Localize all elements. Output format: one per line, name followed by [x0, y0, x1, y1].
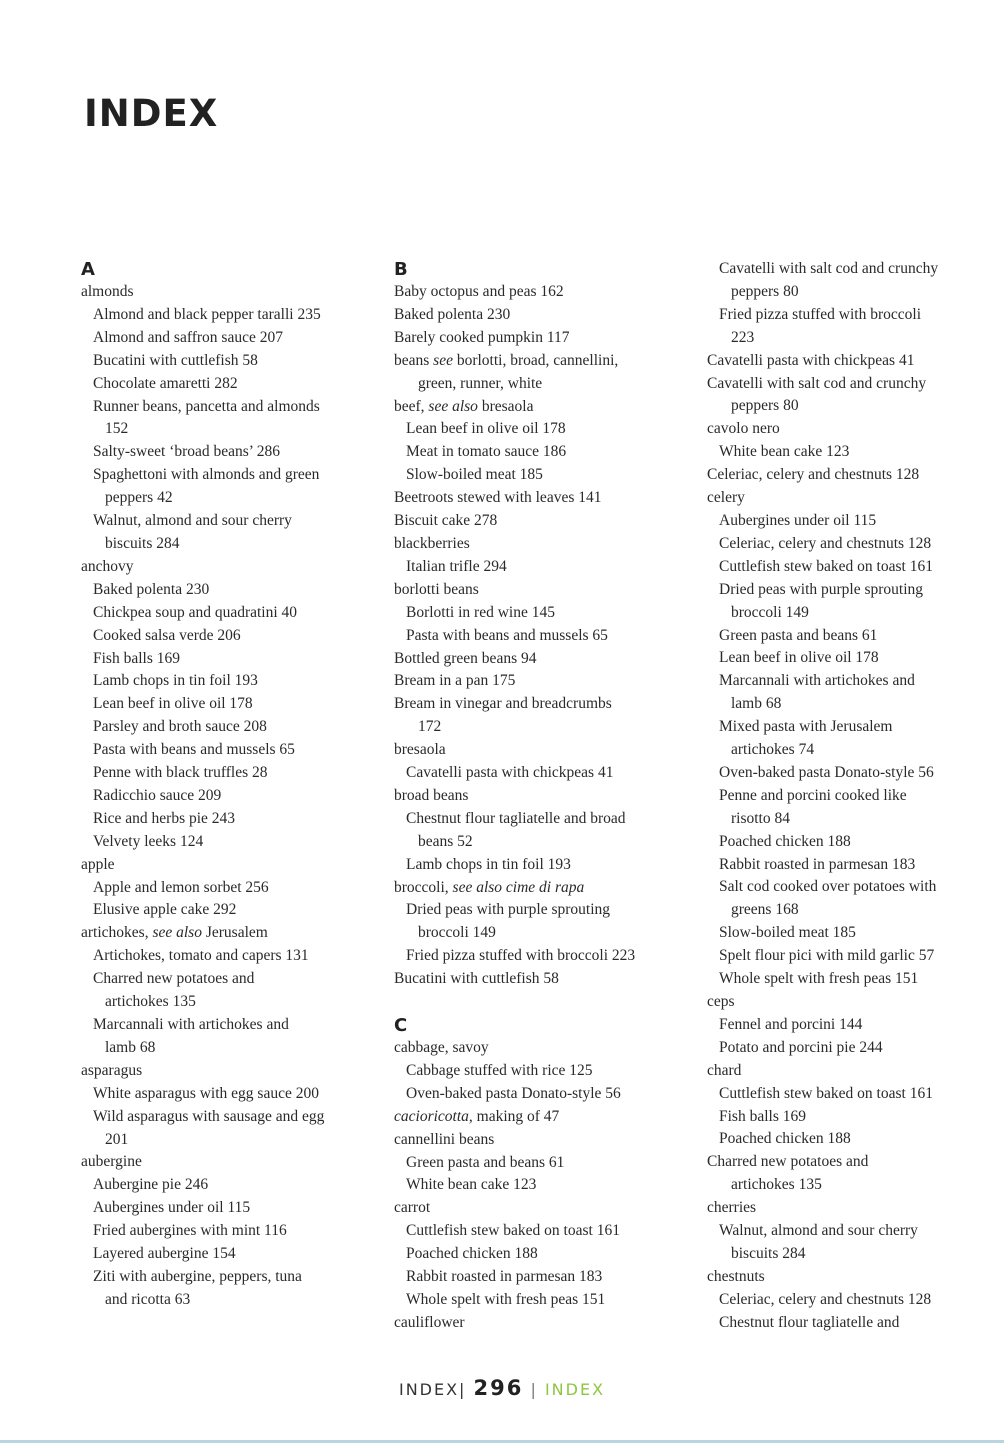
index-sub-entry: Lean beef in olive oil 178	[406, 420, 566, 438]
index-sub-entry: Lamb chops in tin foil 193	[93, 672, 258, 690]
index-sub-entry: Oven-baked pasta Donato-style 56	[719, 763, 934, 781]
index-sub-entry: Ziti with aubergine, peppers, tuna	[93, 1267, 302, 1285]
index-main-entry: Bream in a pan 175	[394, 672, 516, 690]
index-sub-entry: Rabbit roasted in parmesan 183	[719, 855, 916, 873]
index-main-entry: chestnuts	[707, 1267, 765, 1285]
index-main-entry: Cavatelli with salt cod and crunchy	[707, 374, 927, 392]
index-sub-entry: Bucatini with cuttlefish 58	[93, 351, 258, 369]
index-sub-entry: Apple and lemon sorbet 256	[93, 878, 269, 896]
index-sub-entry: Celeriac, celery and chestnuts 128	[719, 534, 932, 552]
index-sub-entry: Potato and porcini pie 244	[719, 1038, 883, 1056]
index-main-entry: Bream in vinegar and breadcrumbs	[394, 695, 612, 713]
index-sub-entry: Parsley and broth sauce 208	[93, 718, 267, 736]
page-footer	[0, 1376, 1004, 1400]
index-sub-entry: Aubergine pie 246	[93, 1176, 209, 1194]
index-main-entry: cabbage, savoy	[394, 1038, 489, 1056]
index-sub-entry: Fried pizza stuffed with broccoli 223	[406, 947, 636, 965]
index-entry-continuation: artichokes 135	[731, 1176, 822, 1194]
index-sub-entry: Meat in tomato sauce 186	[406, 443, 567, 461]
index-main-entry	[394, 877, 684, 900]
entry-text-after: Jerusalem	[201, 924, 268, 942]
index-main-entry: carrot	[394, 1199, 431, 1217]
index-entry-continuation: broccoli 149	[418, 924, 496, 942]
index-main-entry: apple	[81, 855, 115, 873]
index-entry-continuation: and ricotta 63	[105, 1290, 191, 1308]
index-sub-entry: Fish balls 169	[719, 1107, 806, 1125]
index-column-3	[707, 258, 997, 1335]
cross-reference: see also	[152, 924, 202, 942]
index-sub-entry: Fried pizza stuffed with broccoli	[719, 305, 922, 323]
entry-text-after: bresaola	[477, 397, 534, 415]
index-column-1	[81, 258, 371, 1312]
index-sub-entry: Lean beef in olive oil 178	[719, 649, 879, 667]
footer-section-label: INDEX|	[398, 1380, 467, 1399]
index-sub-entry: Lamb chops in tin foil 193	[406, 855, 571, 873]
index-sub-entry: Rabbit roasted in parmesan 183	[406, 1268, 603, 1286]
index-sub-entry: Penne with black truffles 28	[93, 764, 268, 782]
index-sub-entry: Elusive apple cake 292	[93, 901, 237, 919]
index-sub-entry: Chestnut flour tagliatelle and broad	[406, 809, 626, 827]
index-sub-entry: Almond and saffron sauce 207	[93, 328, 283, 346]
index-entry-continuation: broccoli 149	[731, 603, 809, 621]
footer-separator: |	[530, 1380, 538, 1399]
index-sub-entry: Pasta with beans and mussels 65	[406, 626, 608, 644]
index-sub-entry: Whole spelt with fresh peas 151	[406, 1290, 606, 1308]
index-entry-continuation: beans 52	[418, 832, 473, 850]
index-sub-entry: White asparagus with egg sauce 200	[93, 1084, 319, 1102]
index-entry-continuation: lamb 68	[731, 695, 782, 713]
index-sub-entry: Cuttlefish stew baked on toast 161	[406, 1222, 620, 1240]
index-sub-entry: Runner beans, pancetta and almonds	[93, 397, 320, 415]
index-main-entry: Bucatini with cuttlefish 58	[394, 970, 559, 988]
index-main-entry: cannellini beans	[394, 1130, 495, 1148]
entry-text: beef,	[394, 397, 429, 415]
index-entry-continuation: lamb 68	[105, 1038, 156, 1056]
index-sub-entry: Chestnut flour tagliatelle and	[719, 1313, 900, 1331]
index-sub-entry: Green pasta and beans 61	[719, 626, 878, 644]
index-main-entry	[394, 1106, 684, 1129]
index-sub-entry: Aubergines under oil 115	[93, 1199, 251, 1217]
index-letter-heading: C	[394, 1014, 408, 1036]
index-entry-continuation: greens 168	[731, 901, 799, 919]
index-sub-entry: Salty-sweet ‘broad beans’ 286	[93, 443, 280, 461]
index-sub-entry: Velvety leeks 124	[93, 832, 204, 850]
index-entry-continuation: 223	[731, 328, 755, 346]
index-main-entry: borlotti beans	[394, 580, 479, 598]
index-sub-entry: Chocolate amaretti 282	[93, 374, 238, 392]
index-main-entry: cavolo nero	[707, 420, 780, 438]
index-letter-heading: B	[394, 259, 408, 280]
cross-reference: see also cime di rapa	[452, 878, 585, 896]
index-main-entry: chard	[707, 1061, 742, 1079]
index-entry-continuation: artichokes 135	[105, 993, 196, 1011]
index-entry-continuation: peppers 80	[731, 282, 799, 300]
index-main-entry: cherries	[707, 1199, 757, 1217]
index-sub-entry: Fried aubergines with mint 116	[93, 1222, 287, 1240]
index-sub-entry: Walnut, almond and sour cherry	[93, 512, 292, 530]
index-main-entry: Biscuit cake 278	[394, 512, 498, 530]
index-sub-entry: Borlotti in red wine 145	[406, 603, 555, 621]
index-main-entry: blackberries	[394, 534, 470, 552]
index-column-2	[394, 258, 684, 1335]
index-main-entry: Celeriac, celery and chestnuts 128	[707, 466, 920, 484]
section-gap	[394, 991, 684, 1014]
index-sub-entry: Charred new potatoes and	[93, 970, 255, 988]
index-main-entry	[394, 350, 684, 373]
index-sub-entry: White bean cake 123	[719, 443, 850, 461]
index-sub-entry: Slow-boiled meat 185	[406, 466, 543, 484]
entry-text: broccoli,	[394, 878, 453, 896]
index-entry-continuation: 152	[105, 420, 129, 438]
index-entry-continuation: artichokes 74	[731, 741, 815, 759]
page-title: INDEX	[84, 92, 219, 135]
index-sub-entry: Baked polenta 230	[93, 580, 210, 598]
index-sub-entry: Poached chicken 188	[719, 832, 851, 850]
index-sub-entry: Fish balls 169	[93, 649, 180, 667]
index-sub-entry: Radicchio sauce 209	[93, 786, 222, 804]
entry-text: beans	[394, 351, 434, 369]
index-entry-continuation: peppers 42	[105, 489, 173, 507]
index-sub-entry: Wild asparagus with sausage and egg	[93, 1107, 325, 1125]
index-sub-entry: Lean beef in olive oil 178	[93, 695, 253, 713]
index-entry-continuation: peppers 80	[731, 397, 799, 415]
index-main-entry: Beetroots stewed with leaves 141	[394, 489, 602, 507]
index-sub-entry: Italian trifle 294	[406, 557, 507, 575]
index-sub-entry: Chickpea soup and quadratini 40	[93, 603, 298, 621]
index-sub-entry: Cuttlefish stew baked on toast 161	[719, 1084, 933, 1102]
index-sub-entry: Aubergines under oil 115	[719, 511, 877, 529]
index-sub-entry: Cuttlefish stew baked on toast 161	[719, 557, 933, 575]
index-sub-entry: Whole spelt with fresh peas 151	[719, 970, 919, 988]
index-letter-heading: A	[81, 259, 95, 280]
index-main-entry: bresaola	[394, 741, 446, 759]
index-entry-continuation: biscuits 284	[105, 534, 180, 552]
index-sub-entry: Penne and porcini cooked like	[719, 786, 907, 804]
index-sub-entry: Almond and black pepper taralli 235	[93, 305, 321, 323]
index-sub-entry: Marcannali with artichokes and	[93, 1016, 289, 1033]
index-main-entry: celery	[707, 489, 745, 507]
index-sub-entry: Poached chicken 188	[406, 1245, 538, 1263]
index-sub-entry: White bean cake 123	[406, 1176, 537, 1194]
index-sub-entry: Dried peas with purple sprouting	[406, 901, 611, 919]
page-number: 296	[473, 1376, 524, 1400]
index-sub-entry: Celeriac, celery and chestnuts 128	[719, 1290, 932, 1308]
index-main-entry: cauliflower	[394, 1313, 465, 1331]
index-sub-entry: Spaghettoni with almonds and green	[93, 466, 320, 484]
cross-reference: see	[433, 351, 453, 369]
footer-chapter-label: INDEX	[544, 1380, 606, 1399]
index-main-entry: broad beans	[394, 786, 469, 804]
index-sub-entry: Rice and herbs pie 243	[93, 809, 236, 827]
index-sub-entry: Oven-baked pasta Donato-style 56	[406, 1084, 621, 1102]
index-sub-entry: Green pasta and beans 61	[406, 1153, 565, 1171]
index-sub-entry: Mixed pasta with Jerusalem	[719, 718, 893, 736]
index-sub-entry: Salt cod cooked over potatoes with	[719, 878, 937, 896]
index-entry-continuation: green, runner, white	[418, 374, 543, 392]
entry-text-after: borlotti, broad, cannellini,	[452, 351, 619, 369]
index-sub-entry: Marcannali with artichokes and	[719, 672, 915, 690]
index-main-entry: Barely cooked pumpkin 117	[394, 328, 570, 346]
page-edge-line	[0, 1440, 1004, 1443]
index-main-entry: asparagus	[81, 1061, 143, 1079]
index-main-entry: almonds	[81, 283, 134, 300]
index-main-entry	[394, 396, 684, 419]
index-sub-entry: Artichokes, tomato and capers 131	[93, 947, 309, 965]
cross-reference: cacioricotta	[394, 1107, 469, 1125]
index-sub-entry: Pasta with beans and mussels 65	[93, 741, 295, 759]
entry-text-after: , making of 47	[468, 1107, 560, 1125]
index-entry-continuation: biscuits 284	[731, 1244, 806, 1262]
index-main-entry: Bottled green beans 94	[394, 649, 537, 667]
index-main-entry: ceps	[707, 993, 735, 1010]
entry-text: artichokes,	[81, 924, 153, 942]
index-entry-continuation: 201	[105, 1130, 129, 1148]
index-sub-entry: Poached chicken 188	[719, 1130, 851, 1148]
index-main-entry: Cavatelli pasta with chickpeas 41	[707, 351, 915, 369]
index-main-entry: Baked polenta 230	[394, 305, 511, 323]
index-sub-entry: Cabbage stuffed with rice 125	[406, 1061, 593, 1079]
index-sub-entry: Spelt flour pici with mild garlic 57	[719, 947, 935, 965]
index-entry-continuation: risotto 84	[731, 809, 790, 827]
index-sub-entry: Cavatelli pasta with chickpeas 41	[406, 764, 614, 782]
index-sub-entry: Cooked salsa verde 206	[93, 626, 241, 644]
index-sub-entry: Slow-boiled meat 185	[719, 924, 856, 942]
index-main-entry	[81, 922, 371, 945]
index-main-entry: Baby octopus and peas 162	[394, 283, 564, 300]
cross-reference: see also	[428, 397, 478, 415]
index-sub-entry: Fennel and porcini 144	[719, 1015, 863, 1033]
index-main-entry: anchovy	[81, 557, 134, 575]
index-sub-entry: Layered aubergine 154	[93, 1245, 236, 1263]
index-entry-continuation: 172	[418, 718, 442, 736]
index-main-entry: Charred new potatoes and	[707, 1153, 869, 1171]
index-sub-entry: Dried peas with purple sprouting	[719, 580, 924, 598]
index-main-entry: aubergine	[81, 1153, 142, 1171]
index-sub-entry: Cavatelli with salt cod and crunchy	[719, 260, 939, 277]
index-sub-entry: Walnut, almond and sour cherry	[719, 1222, 918, 1240]
